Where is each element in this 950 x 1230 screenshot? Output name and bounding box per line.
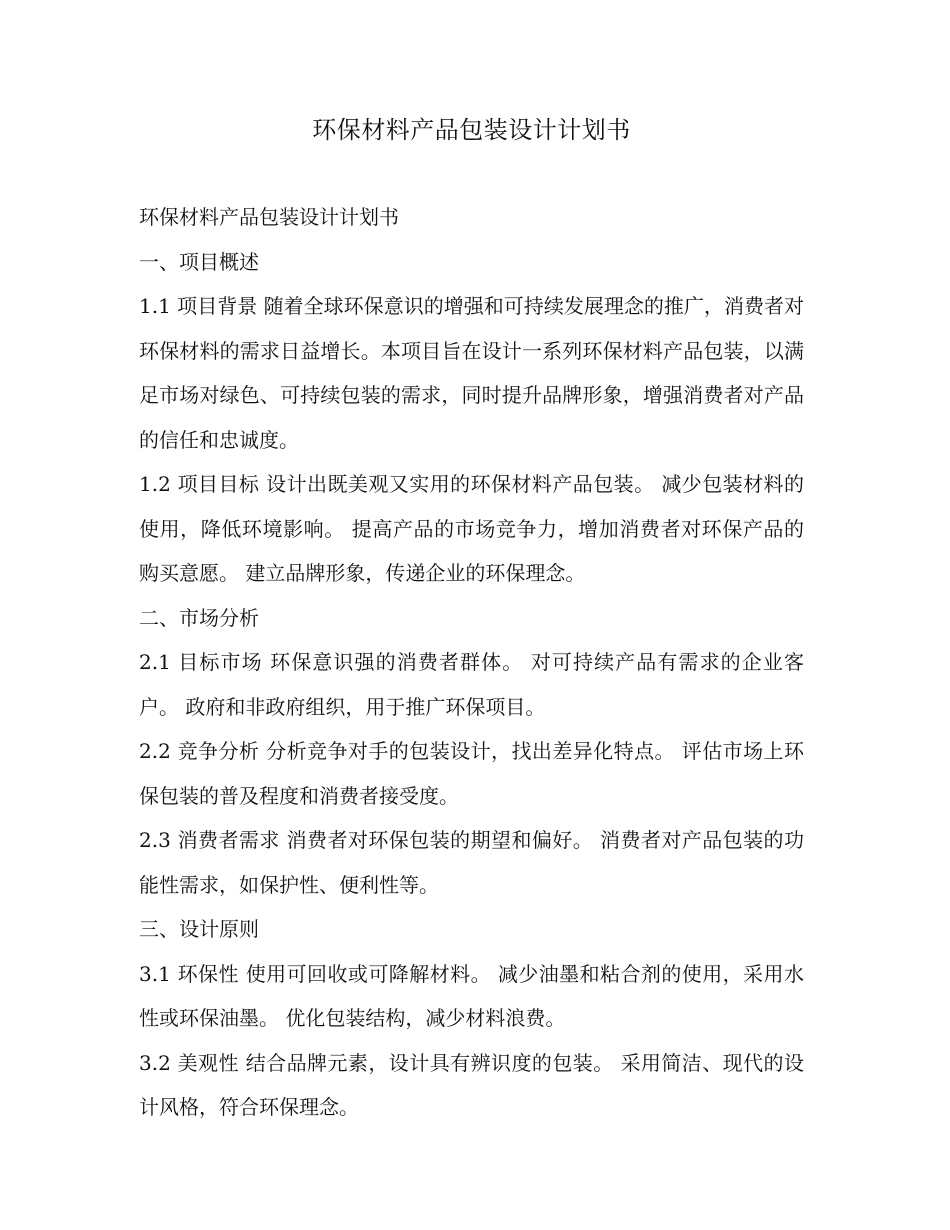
document-title: 环保材料产品包装设计计划书	[312, 116, 631, 144]
paragraph-subtitle: 环保材料产品包装设计计划书	[139, 205, 399, 229]
section-heading-market-analysis: 二、市场分析	[139, 605, 259, 630]
section-heading-overview: 一、项目概述	[139, 249, 259, 274]
paragraph-project-goals: 1.2 项目目标 设计出既美观又实用的环保材料产品包装。 减少包装材料的使用，降低环境影响。 提高产品的市场竞争力，增加消费者对环保产品的购买意愿。 建立品牌形象，传递企业的环保理念。	[139, 472, 804, 585]
paragraph-target-market: 2.1 目标市场 环保意识强的消费者群体。 对可持续产品有需求的企业客户。 政府和非政府组织，用于推广环保项目。	[139, 650, 804, 719]
paragraph-eco-friendliness: 3.1 环保性 使用可回收或可降解材料。 减少油墨和粘合剂的使用，采用水性或环保油墨。 优化包装结构，减少材料浪费。	[139, 961, 804, 1030]
section-heading-design-principles: 三、设计原则	[139, 917, 259, 941]
paragraph-competition-analysis: 2.2 竞争分析 分析竞争对手的包装设计，找出差异化特点。 评估市场上环保包装的普及程度和消费者接受度。	[139, 739, 804, 808]
document-body	[139, 195, 804, 1130]
paragraph-aesthetics: 3.2 美观性 结合品牌元素，设计具有辨识度的包装。 采用简洁、现代的设计风格，符合环保理念。	[139, 1050, 804, 1119]
paragraph-project-background: 1.1 项目背景 随着全球环保意识的增强和可持续发展理念的推广，消费者对环保材料的需求日益增长。本项目旨在设计一系列环保材料产品包装，以满足市场对绿色、可持续包装的需求，同时提升品牌形象，增强消费者对产品的信任和忠诚度。	[139, 294, 804, 452]
paragraph-consumer-needs: 2.3 消费者需求 消费者对环保包装的期望和偏好。 消费者对产品包装的功能性需求，如保护性、便利性等。	[139, 828, 804, 897]
